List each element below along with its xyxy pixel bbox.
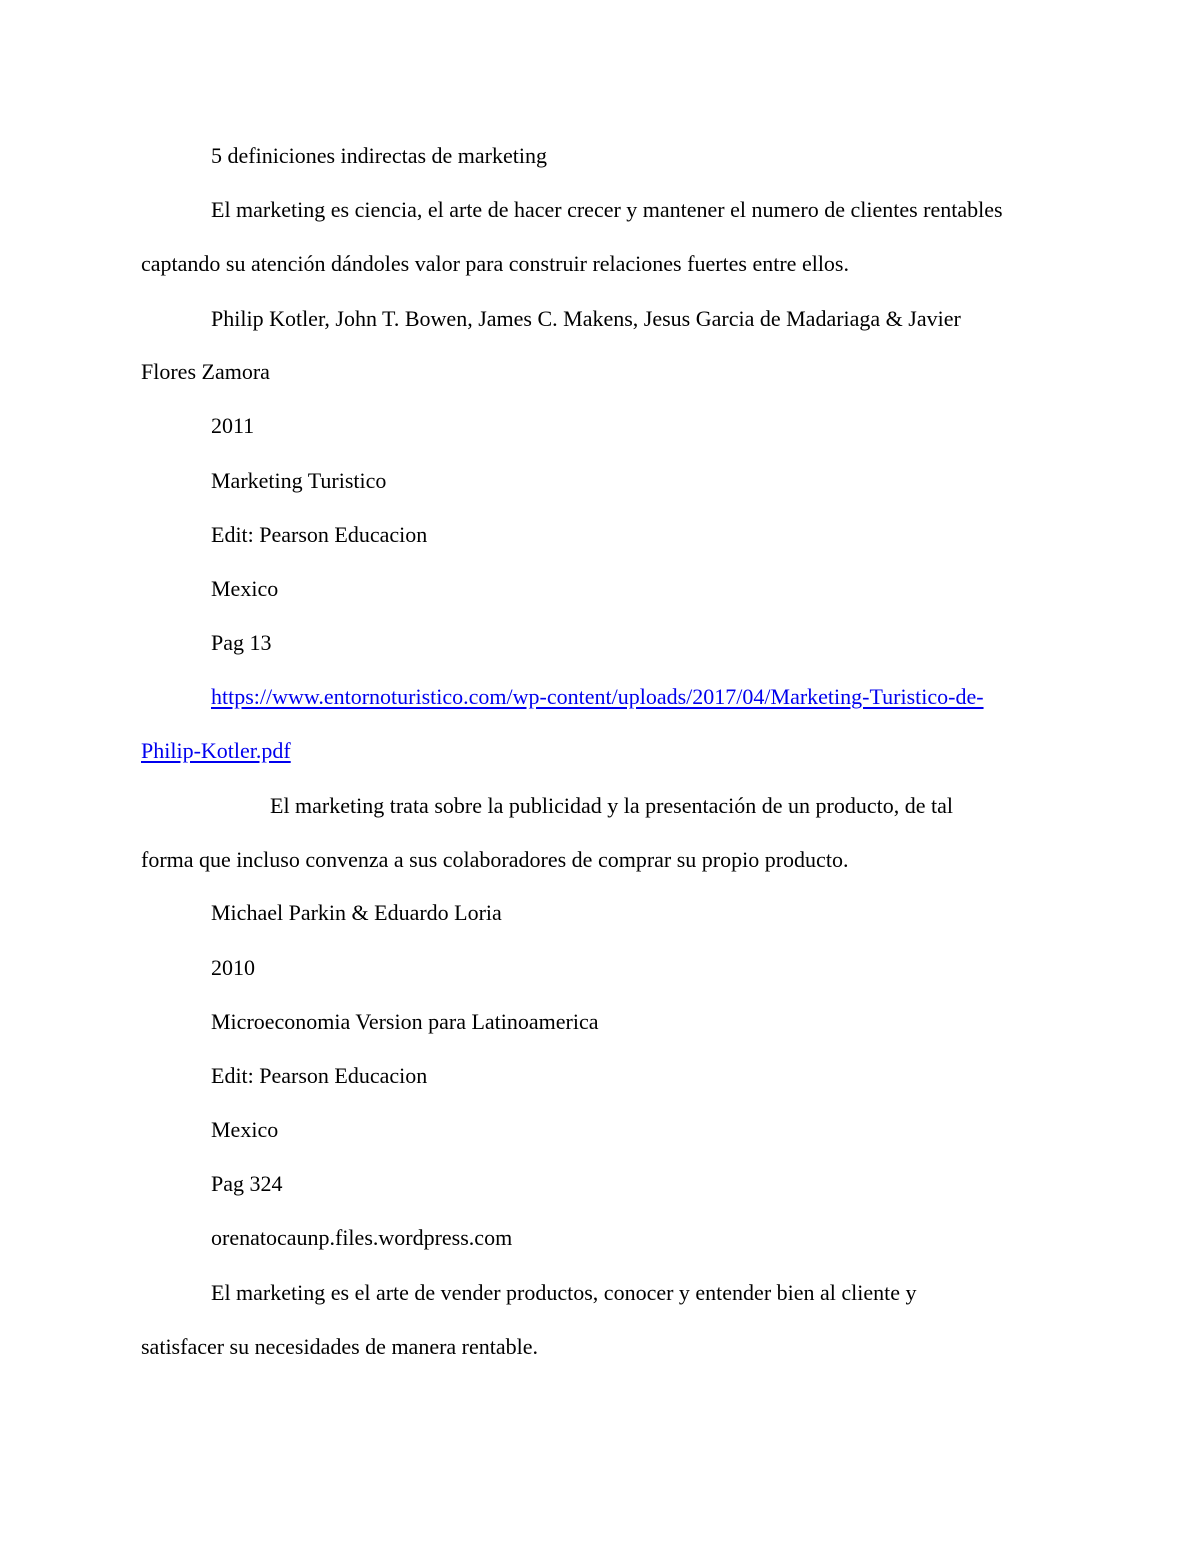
paragraph-line: satisfacer su necesidades de manera rentable. xyxy=(141,1334,539,1359)
reference-link[interactable]: Philip-Kotler.pdf xyxy=(141,738,291,763)
paragraph-line: Michael Parkin & Eduardo Loria xyxy=(211,900,502,925)
paragraph-line: Pag 13 xyxy=(211,630,272,655)
paragraph-line: forma que incluso convenza a sus colaboradores de comprar su propio producto. xyxy=(141,847,849,872)
paragraph-line: El marketing es ciencia, el arte de hacer crecer y mantener el numero de clientes rentables xyxy=(211,197,1003,222)
paragraph-line: captando su atención dándoles valor para construir relaciones fuertes entre ellos. xyxy=(141,251,849,276)
document-title: 5 definiciones indirectas de marketing xyxy=(211,143,547,168)
paragraph-line: El marketing es el arte de vender productos, conocer y entender bien al cliente y xyxy=(211,1280,917,1305)
paragraph-line: Philip Kotler, John T. Bowen, James C. Makens, Jesus Garcia de Madariaga & Javier xyxy=(211,306,961,331)
paragraph-line: 2011 xyxy=(211,413,255,438)
paragraph-line: Pag 324 xyxy=(211,1171,283,1196)
paragraph-line: El marketing trata sobre la publicidad y la presentación de un producto, de tal xyxy=(270,793,953,818)
paragraph-line: Edit: Pearson Educacion xyxy=(211,1063,428,1088)
paragraph-line: Flores Zamora xyxy=(141,359,270,384)
paragraph-line: Marketing Turistico xyxy=(211,468,387,493)
paragraph-line: Edit: Pearson Educacion xyxy=(211,522,428,547)
paragraph-line: Mexico xyxy=(211,1117,279,1142)
paragraph-line: 2010 xyxy=(211,955,255,980)
paragraph-line: Microeconomia Version para Latinoamerica xyxy=(211,1009,599,1034)
reference-link[interactable]: https://www.entornoturistico.com/wp-content/uploads/2017/04/Marketing-Turistico-de- xyxy=(211,684,984,709)
paragraph-line: orenatocaunp.files.wordpress.com xyxy=(211,1225,513,1250)
paragraph-line: Mexico xyxy=(211,576,279,601)
